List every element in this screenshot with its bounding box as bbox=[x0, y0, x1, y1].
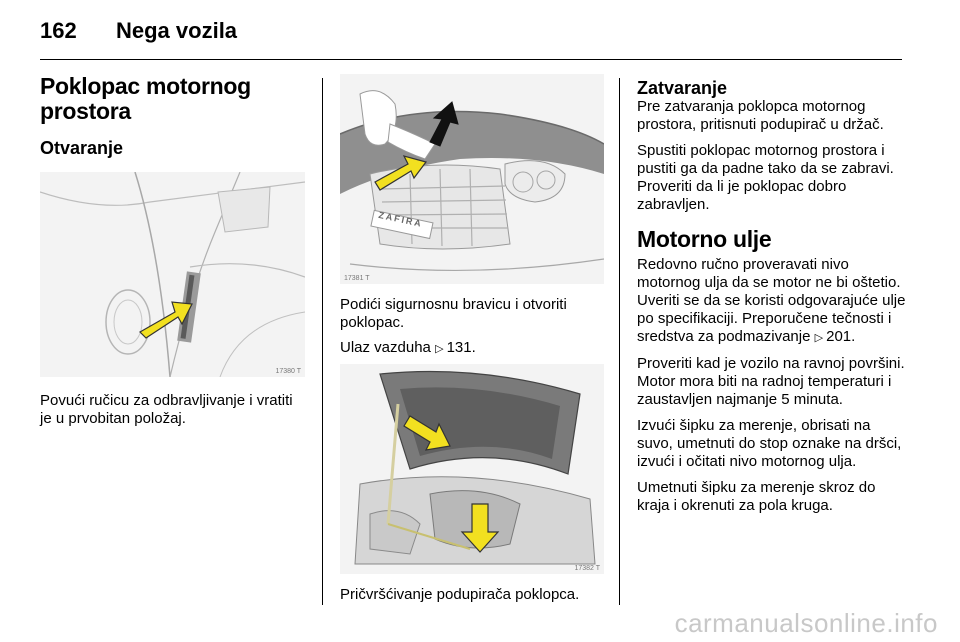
column-divider-2 bbox=[619, 78, 620, 605]
subsection-closing: Zatvaranje bbox=[637, 78, 728, 98]
column-2-text bbox=[340, 296, 604, 358]
chapter-title: Nega vozila bbox=[116, 18, 238, 43]
car-badge-label: ZAFIRA bbox=[377, 209, 424, 230]
caption-hood-strut: Pričvršćivanje podupirača poklopca. bbox=[340, 586, 580, 603]
air-inlet-text: Ulaz vazduha bbox=[340, 339, 436, 356]
lift-hood-illustration bbox=[340, 74, 604, 284]
column-divider-1 bbox=[322, 78, 323, 605]
hood-strut-illustration bbox=[340, 364, 604, 574]
figure-hood-strut bbox=[340, 364, 604, 574]
paragraph-closing-2: Spustiti poklopac motornog prostora i pustiti ga da padne tako da se zabravi. Proveriti da li je poklopac dobro zabravljen. bbox=[637, 142, 894, 213]
release-lever-illustration bbox=[40, 172, 305, 377]
page-header bbox=[40, 18, 237, 44]
oil-check-text: Redovno ručno proveravati nivo motornog ulja da se motor ne bi oštetio. Uveriti se da se koristi odgovarajuće ulje po specifikaciji. Preporučene tečnosti i sredstva za podmazivanje bbox=[637, 256, 906, 345]
header-rule bbox=[40, 59, 902, 60]
page-ref-arrow-icon: ▷ bbox=[814, 332, 827, 344]
section-title-hood: Poklopac motornog prostora bbox=[40, 73, 251, 124]
paragraph-oil-4: Umetnuti šipku za merenje skroz do kraja i okrenuti za pola kruga. bbox=[637, 479, 876, 514]
figure-code-1: 17380 T bbox=[275, 368, 301, 375]
paragraph-oil-2: Proveriti kad je vozilo na ravnoj površini. Motor mora biti na radnoj temperaturi i zaustavljen najmanje 5 minuta. bbox=[637, 355, 905, 408]
air-inlet-page-ref[interactable]: 131. bbox=[446, 339, 476, 356]
paragraph-lift-hood: Podići sigurnosnu bravicu i otvoriti poklopac. bbox=[340, 296, 567, 331]
lubricants-page-ref[interactable]: 201. bbox=[826, 328, 856, 345]
paragraph-oil-3: Izvući šipku za merenje, obrisati na suvo, umetnuti do stop oznake na dršci, izvući i očitati nivo motornog ulja. bbox=[637, 417, 902, 470]
watermark: carmanualsonline.info bbox=[674, 608, 938, 638]
paragraph-air-inlet bbox=[340, 339, 604, 358]
column-1 bbox=[40, 74, 305, 158]
section-title-engine-oil: Motorno ulje bbox=[637, 226, 772, 252]
column-2-caption-block bbox=[340, 586, 604, 604]
caption-release-lever: Povući ručicu za odbravljivanje i vratiti je u prvobitan položaj. bbox=[40, 392, 293, 427]
column-3 bbox=[637, 74, 907, 515]
column-1-caption-block bbox=[40, 392, 305, 428]
subsection-opening: Otvaranje bbox=[40, 138, 124, 158]
paragraph-closing-1: Pre zatvaranja poklopca motornog prostora, pritisnuti podupirač u držač. bbox=[637, 98, 884, 133]
paragraph-oil-1 bbox=[637, 256, 907, 347]
figure-release-lever bbox=[40, 172, 305, 377]
page-number: 162 bbox=[40, 18, 77, 43]
page-ref-arrow-icon: ▷ bbox=[435, 343, 447, 355]
figure-code-3: 17382 T bbox=[574, 565, 600, 572]
figure-lift-hood bbox=[340, 74, 604, 284]
figure-code-2: 17381 T bbox=[344, 275, 370, 282]
